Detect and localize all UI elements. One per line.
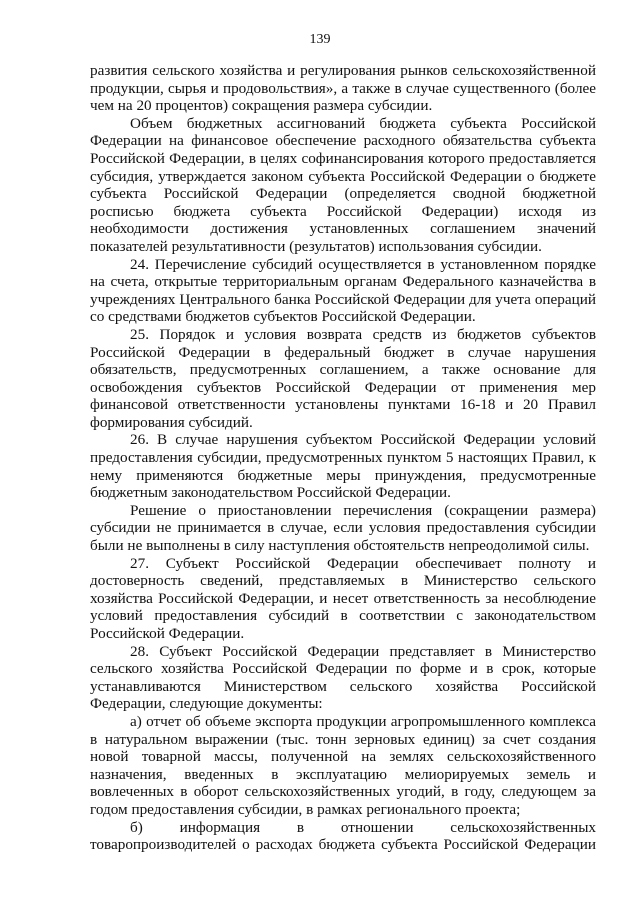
paragraph-item-28: 28. Субъект Российской Федерации представляет в Министерство сельского хозяйства Российской Федерации по форме и в срок, которые устанавливаются Министерством сельского хозяйства Российской Федерации, следующие документы: bbox=[90, 642, 596, 713]
document-body bbox=[90, 62, 596, 854]
paragraph-item-28-b: б) информация в отношении сельскохозяйственных товаропроизводителей о расходах бюджета субъекта Российской Федерации bbox=[90, 818, 596, 854]
paragraph-item-28-a: а) отчет об объеме экспорта продукции агропромышленного комплекса в натуральном выражении (тыс. тонн зерновых единиц) за счет создания новой товарной массы, полученной на землях сельскохозяйственного назначения, введенных в эксплуатацию мелиорируемых земель и вовлеченных в оборот сельскохозяйственных угодий, в году, следующем за годом предоставления субсидии, в рамках регионального проекта; bbox=[90, 712, 596, 818]
paragraph-continuation: развития сельского хозяйства и регулирования рынков сельскохозяйственной продукции, сырья и продовольствия», а также в случае существенного (более чем на 20 процентов) сокращения размера субсидии. bbox=[90, 62, 596, 115]
page-number: 139 bbox=[309, 32, 331, 47]
paragraph-item-26: 26. В случае нарушения субъектом Российской Федерации условий предоставления субсидии, предусмотренных пунктом 5 настоящих Правил, к нему применяются бюджетные меры принуждения, предусмотренные бюджетным законодательством Российской Федерации. bbox=[90, 431, 596, 502]
paragraph-suspension-decision: Решение о приостановлении перечисления (сокращении размера) субсидии не принимается в случае, если условия предоставления субсидии были не выполнены в силу наступления обстоятельств непреодолимой силы. bbox=[90, 501, 596, 555]
paragraph-item-27: 27. Субъект Российской Федерации обеспечивает полноту и достоверность сведений, представляемых в Министерство сельского хозяйства Российской Федерации, и несет ответственность за несоблюдение условий предоставления субсидий в соответствии с законодательством Российской Федерации. bbox=[90, 554, 596, 642]
paragraph-item-25: 25. Порядок и условия возврата средств из бюджетов субъектов Российской Федерации в федеральный бюджет в случае нарушения обязательств, предусмотренных соглашением, а также основание для освобождения субъектов Российской Федерации от применения мер финансовой ответственности установлены пунктами 16-18 и 20 Правил формирования субсидий. bbox=[90, 325, 596, 431]
paragraph-budget-allocations: Объем бюджетных ассигнований бюджета субъекта Российской Федерации на финансовое обеспечение расходного обязательства субъекта Российской Федерации, в целях софинансирования которого предоставляется субсидия, утверждается законом субъекта Российской Федерации о бюджете субъекта Российской Федерации (определяется сводной бюджетной росписью бюджета субъекта Российской Федерации) исходя из необходимости достижения установленных соглашением значений показателей результативности (результатов) использования субсидии. bbox=[90, 114, 596, 255]
paragraph-item-24: 24. Перечисление субсидий осуществляется в установленном порядке на счета, открытые территориальным органам Федерального казначейства в учреждениях Центрального банка Российской Федерации для учета операций со средствами бюджетов субъектов Российской Федерации. bbox=[90, 255, 596, 326]
